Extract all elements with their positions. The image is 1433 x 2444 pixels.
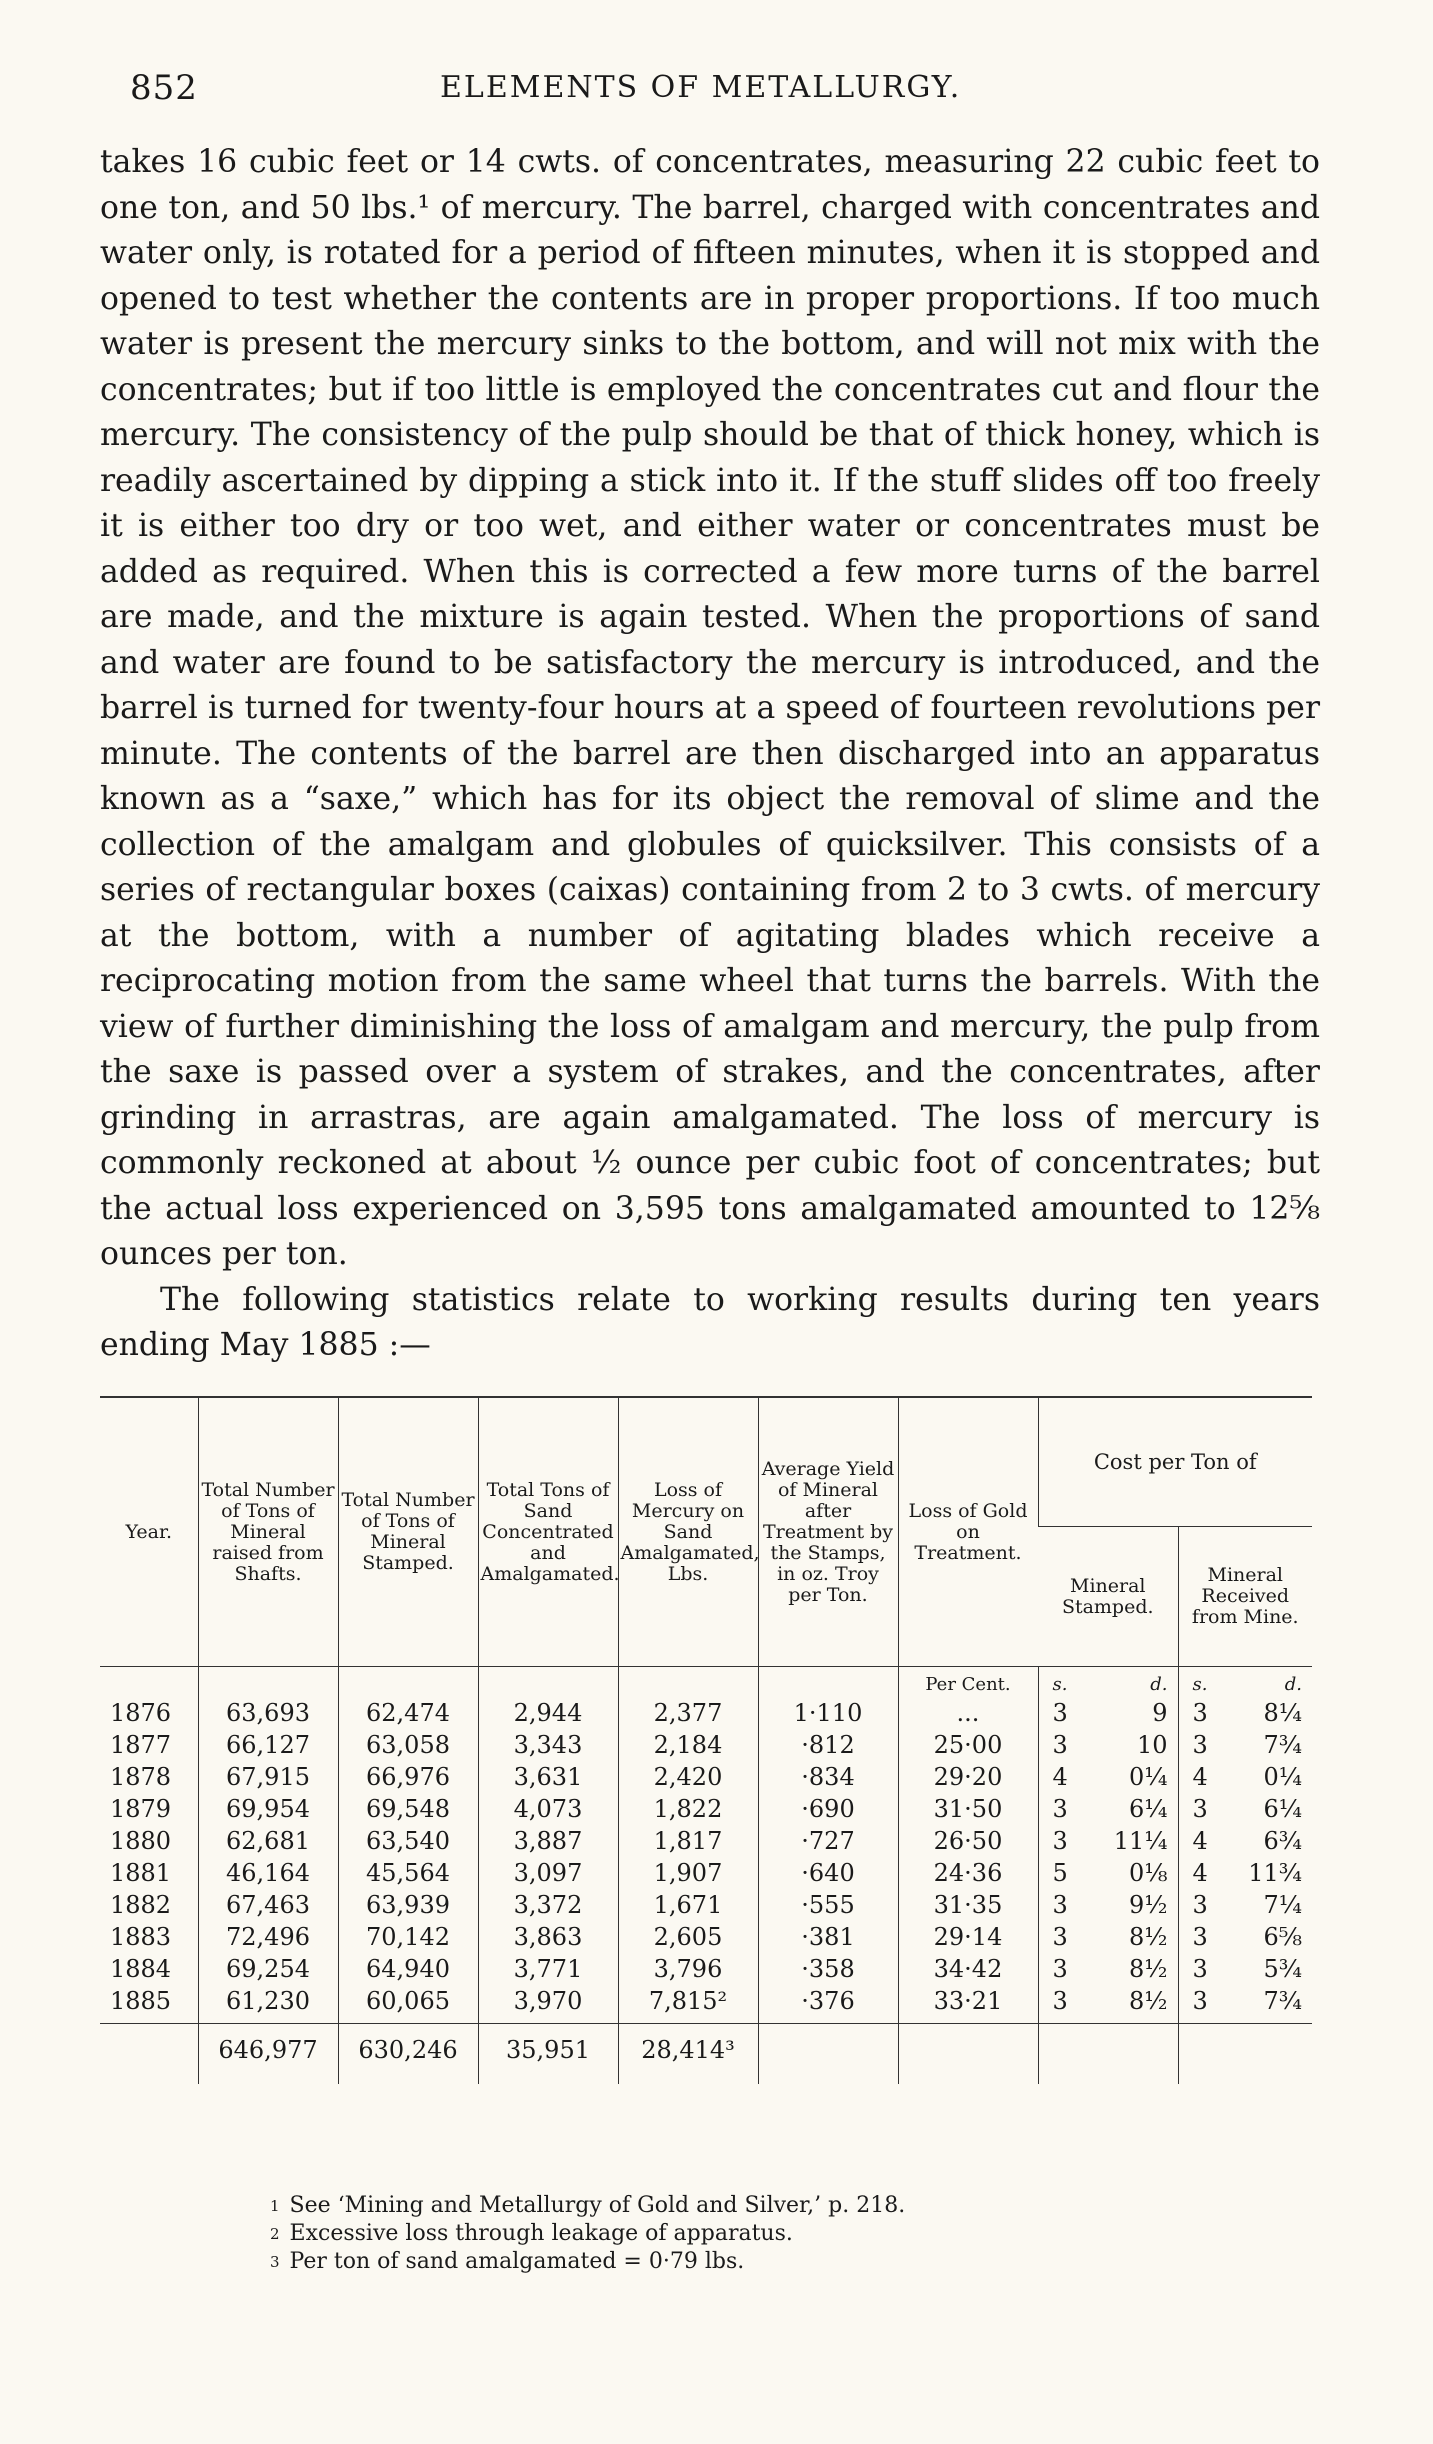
pence-value: 6⅝ [1263, 1923, 1303, 1951]
shillings-value: 3 [1052, 1795, 1068, 1823]
pence-value: 0¼ [1128, 1763, 1168, 1791]
pence-value: 11¼ [1113, 1827, 1168, 1855]
cost-stamped-cell [1038, 1761, 1178, 1793]
footnote-mark: 1 [270, 2197, 280, 2215]
year-cell: 1876 [110, 1699, 172, 1727]
sand-cell: 2,944 [478, 1697, 618, 1729]
stamped-cell: 70,142 [338, 1921, 478, 1953]
cost-stamped-cell [1038, 1729, 1178, 1761]
pence-value: 8¼ [1263, 1699, 1303, 1727]
sand-cell: 3,343 [478, 1729, 618, 1761]
shillings-value: 3 [1052, 1699, 1068, 1727]
yield-cell: ·640 [758, 1857, 898, 1889]
year-cell: 1882 [110, 1891, 172, 1919]
body-text [100, 140, 1320, 1369]
stamped-cell: 64,940 [338, 1953, 478, 1985]
cost-stamped-cell [1038, 1985, 1178, 2024]
cost-stamped-cell [1038, 1953, 1178, 1985]
yield-cell: ·376 [758, 1985, 898, 2024]
shillings-value: 4 [1052, 1763, 1068, 1791]
cost-stamped-cell [1038, 1697, 1178, 1729]
gold-loss-cell: 29·20 [898, 1761, 1038, 1793]
stamped-cell: 63,540 [338, 1825, 478, 1857]
cost-received-cell [1178, 1825, 1312, 1857]
footnote-text: Per ton of sand amalgamated = 0·79 lbs. [289, 2249, 745, 2274]
stamped-cell: 63,058 [338, 1729, 478, 1761]
footnote-mark: 2 [270, 2225, 280, 2243]
gold-loss-cell: ... [898, 1697, 1038, 1729]
statistics-table-container [100, 1396, 1320, 2156]
stamped-cell: 66,976 [338, 1761, 478, 1793]
paragraph: takes 16 cubic feet or 14 cwts. of concentrates, measuring 22 cubic feet to one ton, and 50 lbs.¹ of mercury. The barrel, charged with concentrates and water only, is rotated for a period of fifteen minutes, when it is stopped and opened to test whether the contents are in proper proportions. If too much water is present the mercury sinks to the bottom, and will not mix with the concentrates; but if too little is employed the concentrates cut and flour the mercury. The consistency of the pulp should be that of thick honey, which is readily ascertained by dipping a stick into it. If the stuff slides off too freely it is either too dry or too wet, and either water or concentrates must be added as required. When this is corrected a few more turns of the barrel are made, and the mixture is again tested. When the proportions of sand and water are found to be satisfactory the mercury is introduced, and the barrel is turned for twenty-four hours at a speed of fourteen revolutions per minute. The contents of the barrel are then discharged into an apparatus known as a “saxe,” which has for its object the removal of slime and the collection of the amalgam and globules of quicksilver. This consists of a series of rectangular boxes (caixas) containing from 2 to 3 cwts. of mercury at the bottom, with a number of agitating blades which receive a reciprocating motion from the same wheel that turns the barrels. With the view of further diminishing the loss of amalgam and mercury, the pulp from the saxe is passed over a system of strakes, and the concentrates, after grinding in arrastras, are again amalgamated. The loss of mercury is commonly reckoned at about ½ ounce per cubic foot of concentrates; but the actual loss experienced on 3,595 tons amalgamated amounted to 12⅝ ounces per ton. [100, 144, 1320, 1272]
gold-loss-cell: 24·36 [898, 1857, 1038, 1889]
table-row [100, 1729, 1312, 1761]
shillings-value: 3 [1052, 1987, 1068, 2015]
shillings-value: 3 [1052, 1891, 1068, 1919]
stamped-cell: 62,474 [338, 1697, 478, 1729]
cost-stamped-cell [1038, 1889, 1178, 1921]
shillings-unit: s. [1052, 1674, 1068, 1695]
mined-cell: 46,164 [198, 1857, 338, 1889]
pence-value: 6¼ [1263, 1795, 1303, 1823]
sand-cell: 3,631 [478, 1761, 618, 1793]
table-row [100, 1825, 1312, 1857]
cost-stamped-cell [1038, 1921, 1178, 1953]
shillings-value: 3 [1052, 1923, 1068, 1951]
total-mined: 646,977 [198, 2024, 338, 2085]
footnote [270, 2248, 905, 2276]
stamped-cell: 60,065 [338, 1985, 478, 2024]
stamped-cell: 63,939 [338, 1889, 478, 1921]
pence-unit: d. [1150, 1674, 1168, 1695]
footnote-text: Excessive loss through leakage of apparatus. [289, 2221, 793, 2246]
header-cost-stamped: Mineral Stamped. [1038, 1527, 1178, 1667]
table-row [100, 1889, 1312, 1921]
gold-loss-cell: 29·14 [898, 1921, 1038, 1953]
pence-unit: d. [1284, 1674, 1303, 1695]
year-cell: 1883 [110, 1923, 172, 1951]
mercury-loss-cell: 1,822 [618, 1793, 758, 1825]
pence-value: 8½ [1128, 1987, 1168, 2015]
year-cell: 1885 [110, 1987, 172, 2015]
mined-cell: 66,127 [198, 1729, 338, 1761]
shillings-value: 3 [1192, 1795, 1208, 1823]
pence-value: 0⅛ [1128, 1859, 1168, 1887]
mined-cell: 61,230 [198, 1985, 338, 2024]
shillings-value: 4 [1192, 1827, 1208, 1855]
page-number: 852 [130, 68, 198, 108]
table-row [100, 1857, 1312, 1889]
table-row [100, 1793, 1312, 1825]
shillings-value: 3 [1052, 1731, 1068, 1759]
total-mercury: 28,414³ [618, 2024, 758, 2085]
shillings-value: 3 [1192, 1923, 1208, 1951]
header-stamped: Total Number of Tons of Mineral Stamped. [338, 1397, 478, 1667]
shillings-value: 3 [1192, 1699, 1208, 1727]
mercury-loss-cell: 1,907 [618, 1857, 758, 1889]
sand-cell: 3,887 [478, 1825, 618, 1857]
shillings-value: 3 [1192, 1987, 1208, 2015]
total-stamped: 630,246 [338, 2024, 478, 2085]
cost-received-cell [1178, 1761, 1312, 1793]
mined-cell: 69,254 [198, 1953, 338, 1985]
totals-row [100, 2024, 1312, 2085]
header-gold-loss: Loss of Gold on Treatment. [898, 1397, 1038, 1667]
pence-value: 7¾ [1263, 1731, 1303, 1759]
cost-received-cell [1178, 1697, 1312, 1729]
cost-received-cell [1178, 1889, 1312, 1921]
mercury-loss-cell: 7,815² [618, 1985, 758, 2024]
pence-value: 6¾ [1263, 1827, 1303, 1855]
sand-cell: 3,771 [478, 1953, 618, 1985]
yield-cell: ·690 [758, 1793, 898, 1825]
table-row [100, 1985, 1312, 2024]
year-cell: 1879 [110, 1795, 172, 1823]
year-cell: 1877 [110, 1731, 172, 1759]
footnotes [270, 2192, 905, 2276]
shillings-value: 4 [1192, 1859, 1208, 1887]
cost-stamped-cell [1038, 1825, 1178, 1857]
pence-value: 11¾ [1248, 1859, 1303, 1887]
shillings-value: 3 [1052, 1955, 1068, 1983]
yield-cell: ·358 [758, 1953, 898, 1985]
table-row [100, 1697, 1312, 1729]
sand-cell: 4,073 [478, 1793, 618, 1825]
pence-value: 8½ [1128, 1923, 1168, 1951]
header-cost-received: Mineral Received from Mine. [1178, 1527, 1312, 1667]
shillings-value: 4 [1192, 1763, 1208, 1791]
mercury-loss-cell: 1,817 [618, 1825, 758, 1857]
header-mined: Total Number of Tons of Mineral raised from Shafts. [198, 1397, 338, 1667]
page-header [130, 68, 1310, 118]
pence-value: 0¼ [1263, 1763, 1303, 1791]
statistics-table [100, 1396, 1312, 2084]
mined-cell: 72,496 [198, 1921, 338, 1953]
yield-cell: ·834 [758, 1761, 898, 1793]
gold-loss-cell: 26·50 [898, 1825, 1038, 1857]
cost-received-cell [1178, 1953, 1312, 1985]
gold-loss-cell: 34·42 [898, 1953, 1038, 1985]
table-row [100, 1953, 1312, 1985]
header-year: Year. [100, 1397, 198, 1667]
total-sand: 35,951 [478, 2024, 618, 2085]
yield-cell: 1·110 [758, 1697, 898, 1729]
units-row [100, 1667, 1312, 1698]
header-average-yield: Average Yield of Mineral after Treatment by the Stamps, in oz. Troy per Ton. [758, 1397, 898, 1667]
cost-received-cell [1178, 1985, 1312, 2024]
stamped-cell: 69,548 [338, 1793, 478, 1825]
year-cell: 1878 [110, 1763, 172, 1791]
yield-cell: ·727 [758, 1825, 898, 1857]
shillings-value: 3 [1192, 1955, 1208, 1983]
table-row [100, 1921, 1312, 1953]
sand-cell: 3,863 [478, 1921, 618, 1953]
gold-loss-cell: 25·00 [898, 1729, 1038, 1761]
year-cell: 1880 [110, 1827, 172, 1855]
shillings-value: 3 [1052, 1827, 1068, 1855]
mined-cell: 63,693 [198, 1697, 338, 1729]
mined-cell: 69,954 [198, 1793, 338, 1825]
gold-loss-cell: 31·50 [898, 1793, 1038, 1825]
gold-loss-cell: 33·21 [898, 1985, 1038, 2024]
cost-stamped-cell [1038, 1793, 1178, 1825]
cost-received-cell [1178, 1729, 1312, 1761]
mercury-loss-cell: 2,377 [618, 1697, 758, 1729]
pence-value: 10 [1136, 1731, 1168, 1759]
footnote [270, 2220, 905, 2248]
year-cell: 1881 [110, 1859, 172, 1887]
pence-value: 9 [1152, 1699, 1168, 1727]
yield-cell: ·555 [758, 1889, 898, 1921]
sand-cell: 3,097 [478, 1857, 618, 1889]
header-cost-group: Cost per Ton of [1038, 1397, 1312, 1527]
header-sand: Total Tons of Sand Concentrated and Amalgamated. [478, 1397, 618, 1667]
cost-received-cell [1178, 1793, 1312, 1825]
cost-received-cell [1178, 1857, 1312, 1889]
header-mercury-loss: Loss of Mercury on Sand Amalgamated, Lbs. [618, 1397, 758, 1667]
yield-cell: ·812 [758, 1729, 898, 1761]
sand-cell: 3,970 [478, 1985, 618, 2024]
gold-loss-unit: Per Cent. [898, 1667, 1038, 1698]
stamped-cell: 45,564 [338, 1857, 478, 1889]
shillings-unit: s. [1192, 1674, 1208, 1695]
cost-received-cell [1178, 1921, 1312, 1953]
mercury-loss-cell: 2,420 [618, 1761, 758, 1793]
yield-cell: ·381 [758, 1921, 898, 1953]
mercury-loss-cell: 2,605 [618, 1921, 758, 1953]
mercury-loss-cell: 1,671 [618, 1889, 758, 1921]
cost-stamped-cell [1038, 1857, 1178, 1889]
pence-value: 7¾ [1263, 1987, 1303, 2015]
footnote [270, 2192, 905, 2220]
footnote-mark: 3 [270, 2253, 280, 2271]
pence-value: 6¼ [1128, 1795, 1168, 1823]
footnote-text: See ‘Mining and Metallurgy of Gold and Silver,’ p. 218. [289, 2193, 906, 2218]
pence-value: 5¾ [1263, 1955, 1303, 1983]
pence-value: 8½ [1128, 1955, 1168, 1983]
running-title: ELEMENTS OF METALLURGY. [440, 70, 962, 105]
year-cell: 1884 [110, 1955, 172, 1983]
pence-value: 9½ [1128, 1891, 1168, 1919]
pence-value: 7¼ [1263, 1891, 1303, 1919]
mined-cell: 67,463 [198, 1889, 338, 1921]
mercury-loss-cell: 3,796 [618, 1953, 758, 1985]
gold-loss-cell: 31·35 [898, 1889, 1038, 1921]
mined-cell: 67,915 [198, 1761, 338, 1793]
shillings-value: 5 [1052, 1859, 1068, 1887]
shillings-value: 3 [1192, 1731, 1208, 1759]
shillings-value: 3 [1192, 1891, 1208, 1919]
mercury-loss-cell: 2,184 [618, 1729, 758, 1761]
mined-cell: 62,681 [198, 1825, 338, 1857]
sand-cell: 3,372 [478, 1889, 618, 1921]
table-row [100, 1761, 1312, 1793]
paragraph: The following statistics relate to working results during ten years ending May 1885 :— [100, 1281, 1320, 1363]
